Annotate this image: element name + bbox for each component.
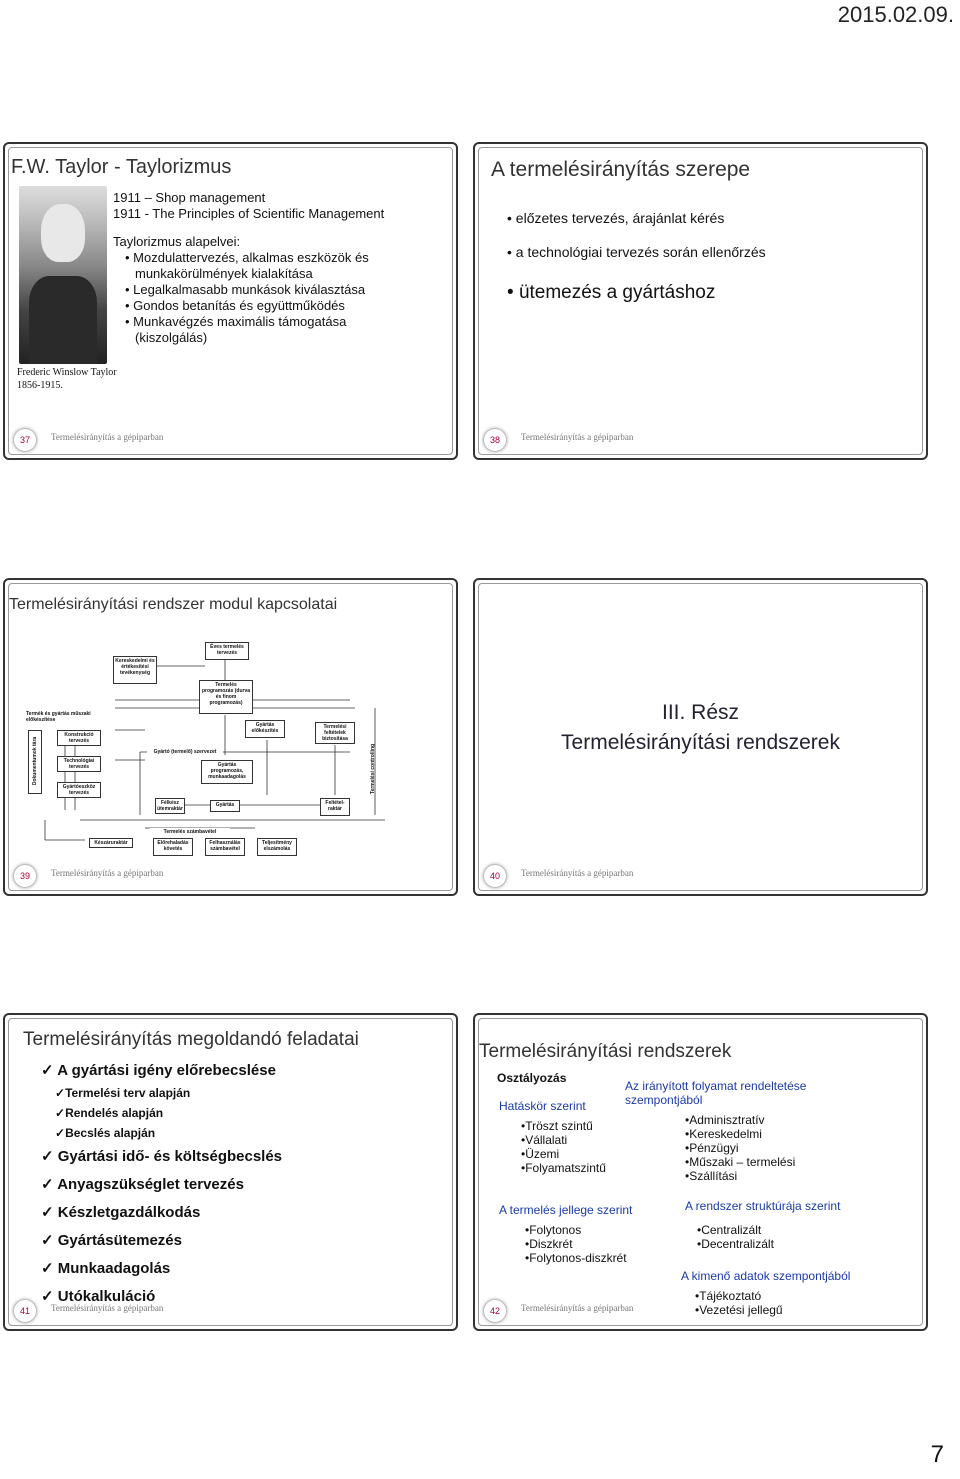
task-list: ✓ A gyártási igény előrebecslése ✓Termelési terv alapján ✓Rendelés alapján ✓Becslés alapján ✓ Gyártási idő- és költségbecslés ✓ Anyagszükséglet tervezés ✓ Készletgazdálkodás ✓ Gyártásütemezés ✓ Munkaadagolás ✓ Utókalkuláció xyxy=(41,1062,283,1305)
slide-37 xyxy=(3,142,458,460)
bullet-2: • a technológiai tervezés során ellenőrzés xyxy=(507,244,766,260)
strukt-list: •Centralizált •Decentralizált xyxy=(697,1223,774,1251)
box-teljesit: Teljesítmény elszámolás xyxy=(257,838,297,856)
slide-42 xyxy=(473,1013,928,1331)
section-title: III. Rész Termelésirányítási rendszerek xyxy=(561,701,840,754)
irany-heading: Az irányított folyamat rendeltetése szempontjából xyxy=(625,1079,807,1107)
box-termek: Termék és gyártás műszaki előkészítése xyxy=(25,710,117,726)
slide-title: Termelésirányítási rendszer modul kapcsolatai xyxy=(9,596,338,613)
slide-footer: 41 Termelésirányítás a gépiparban xyxy=(5,1293,456,1329)
box-gyszerv: Gyártó (termelő) szervezet xyxy=(147,748,223,758)
box-keszaru: Készáruraktár xyxy=(89,838,133,848)
slide-41 xyxy=(3,1013,458,1331)
bullet-3: • ütemezés a gyártáshoz xyxy=(507,282,716,303)
slide-footer: 38 Termelésirányítás a gépiparban xyxy=(475,422,926,458)
box-gyelok: Gyártás előkészítés xyxy=(245,720,285,738)
box-gyartas: Gyártás xyxy=(210,800,240,812)
slide-38 xyxy=(473,142,928,460)
box-eloreh: Előrehaladás követés xyxy=(153,838,193,856)
hataskor-list: •Tröszt szintű •Vállalati •Üzemi •Folyamatszintű xyxy=(521,1119,606,1175)
jelleg-heading: A termelés jellege szerint xyxy=(499,1203,633,1217)
controlling-label: Termelési controlling xyxy=(370,743,376,795)
kimeno-heading: A kimenő adatok szempontjából xyxy=(681,1269,851,1283)
box-konstr: Konstrukció tervezés xyxy=(57,730,101,746)
slide-footer: 42 Termelésirányítás a gépiparban xyxy=(475,1293,926,1329)
box-felhszamb: Felhasználás számbavétel xyxy=(205,838,245,856)
slide-39 xyxy=(3,578,458,896)
osztalyozas: Osztályozás xyxy=(497,1071,567,1085)
box-techn: Technológiai tervezés xyxy=(57,756,101,772)
slide-footer: 37 Termelésirányítás a gépiparban xyxy=(5,422,456,458)
taylor-portrait xyxy=(19,186,107,364)
module-diagram xyxy=(5,580,458,862)
hataskor-heading: Hatáskör szerint xyxy=(499,1099,586,1113)
slide-title: Termelésirányítás megoldandó feladatai xyxy=(23,1029,359,1050)
box-eves: Éves termelés tervezés xyxy=(205,642,249,660)
kimeno-list: •Tájékoztató •Vezetési jellegű xyxy=(695,1289,783,1317)
date-header: 2015.02.09. xyxy=(837,2,954,27)
box-termprog: Termelés programozás (durva és finom programozás) xyxy=(199,680,253,714)
box-termszamb: Termelés számbavétel xyxy=(150,828,230,836)
box-feltraktar: Feltétel-raktár xyxy=(320,798,350,816)
page-number: 7 xyxy=(930,1441,944,1468)
box-felhasz: Félkész ütemraktár xyxy=(155,798,185,814)
box-gyprog: Gyártás programozás, munkaadagolás xyxy=(201,760,253,784)
strukt-heading: A rendszer struktúrája szerint xyxy=(685,1199,841,1213)
slide-footer: 40 Termelésirányítás a gépiparban xyxy=(475,858,926,894)
dokum-label: Dokumentumok tára xyxy=(28,730,42,794)
taylor-text: 1911 – Shop management 1911 - The Principles of Scientific Management Taylorizmus alapelvei: • Mozdulattervezés, alkalmas eszközök és munkakörülmények kialakítása • Legalkalmasabb munkások kiválasztása • Gondos betanítás és együttműködés • Munkavégzés maximális támogatása (kiszolgálás) xyxy=(113,190,385,345)
bullet-1: • előzetes tervezés, árajánlat kérés xyxy=(507,210,725,226)
box-gyeszk: Gyártóeszköz tervezés xyxy=(57,782,101,798)
box-termfelt: Termelési feltételek biztosítása xyxy=(315,722,355,744)
slide-title: A termelésirányítás szerepe xyxy=(491,158,751,181)
portrait-caption: Frederic Winslow Taylor 1856-1915. xyxy=(17,367,117,391)
slide-40 xyxy=(473,578,928,896)
irany-list: •Adminisztratív •Kereskedelmi •Pénzügyi •Műszaki – termelési •Szállítási xyxy=(685,1113,796,1183)
slide-title: F.W. Taylor - Taylorizmus xyxy=(11,156,232,178)
box-keresk: Kereskedelmi és értékesítési tevékenység xyxy=(113,656,157,684)
jelleg-list: •Folytonos •Diszkrét •Folytonos-diszkrét xyxy=(525,1223,627,1265)
slide-title: Termelésirányítási rendszerek xyxy=(479,1041,732,1062)
slide-footer: 39 Termelésirányítás a gépiparban xyxy=(5,858,456,894)
